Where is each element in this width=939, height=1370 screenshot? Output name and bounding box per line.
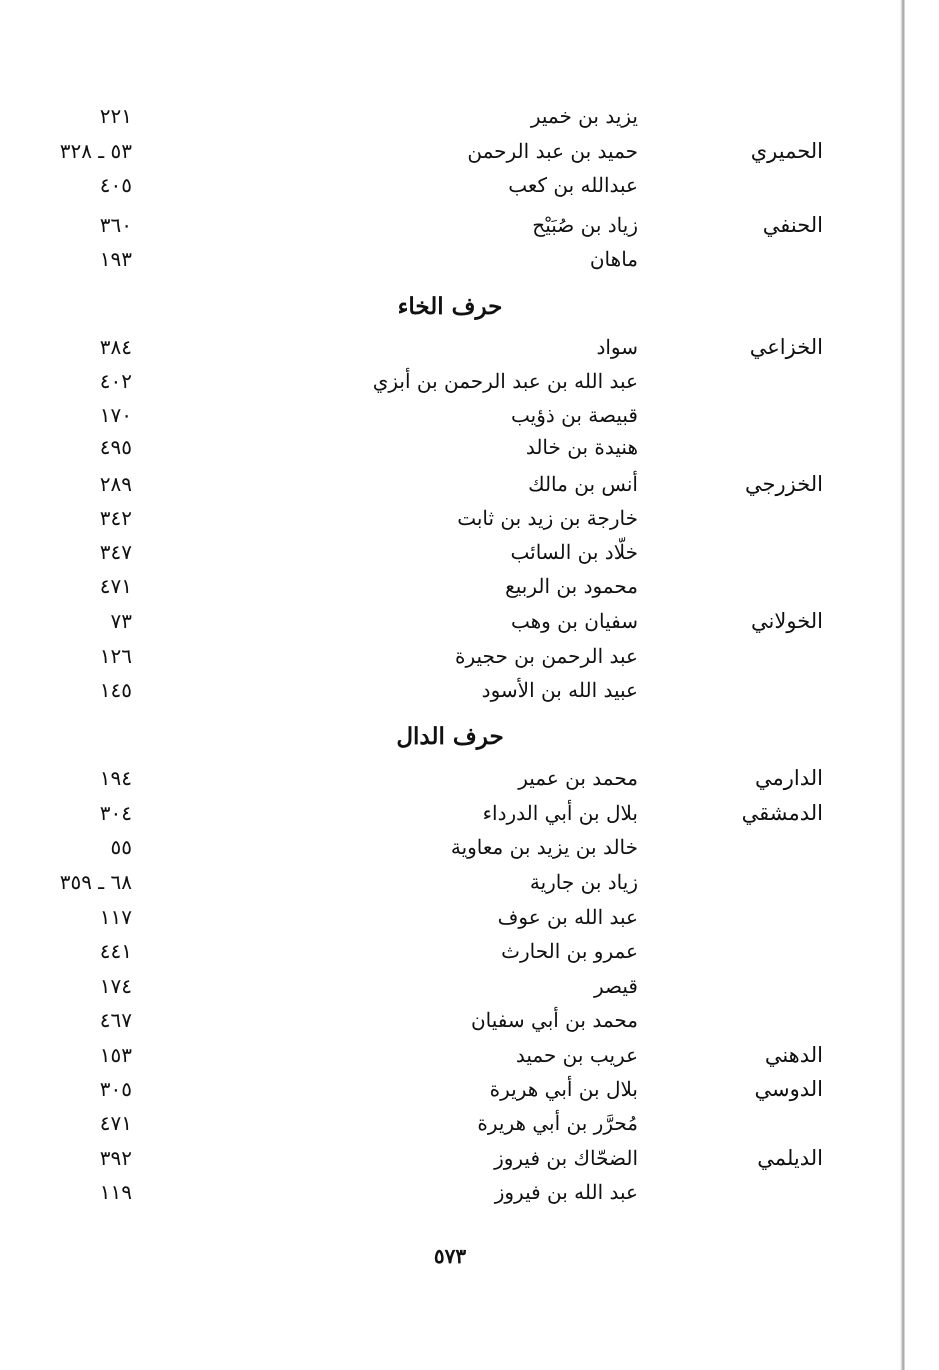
index-entry (0, 101, 939, 131)
index-entry (0, 971, 939, 1001)
entry-nisba: الخزاعي (749, 335, 823, 359)
index-entry (0, 606, 939, 636)
index-entry (0, 366, 939, 396)
entry-pages: ٤٤١ (99, 939, 132, 963)
entry-pages: ٢٢١ (99, 104, 132, 128)
entry-pages: ٤٧١ (99, 574, 132, 598)
index-entry (0, 1074, 939, 1104)
entry-pages: ٣٠٤ (99, 801, 132, 825)
index-entry (0, 902, 939, 932)
entry-pages: ١٤٥ (99, 678, 132, 702)
index-entry (0, 332, 939, 362)
entry-nisba: الديلمي (757, 1146, 823, 1170)
entry-name: محمود بن الربيع (505, 574, 638, 598)
entry-name: هنيدة بن خالد (525, 435, 638, 459)
entry-pages: ٤٠٥ (99, 173, 132, 197)
entry-pages: ١٩٤ (99, 766, 132, 790)
entry-nisba: الدارمي (755, 766, 823, 790)
entry-nisba: الدهني (764, 1043, 823, 1067)
entry-name: زياد بن صُبَيْح (532, 213, 638, 237)
entry-name: الضحّاك بن فيروز (494, 1146, 638, 1170)
entry-pages: ٤٧١ (99, 1111, 132, 1135)
entry-pages: ٣٠٥ (99, 1077, 132, 1101)
section-heading: حرف الخاء (397, 293, 503, 320)
entry-pages: ٤٩٥ (99, 435, 132, 459)
entry-pages: ١٧٠ (99, 403, 132, 427)
index-entry (0, 867, 939, 897)
entry-pages: ٤٠٢ (99, 369, 132, 393)
index-entry (0, 1177, 939, 1207)
entry-pages: ٧٣ (110, 609, 132, 633)
index-entry (0, 641, 939, 671)
entry-nisba: الدمشقي (741, 801, 823, 825)
index-entry (0, 1143, 939, 1173)
index-entry (0, 210, 939, 240)
entry-name: محمد بن أبي سفيان (470, 1008, 638, 1032)
entry-name: خارجة بن زيد بن ثابت (457, 506, 638, 530)
entry-pages: ٤٦٧ (99, 1008, 132, 1032)
entry-name: عمرو بن الحارث (501, 939, 638, 963)
entry-name: قبيصة بن ذؤيب (511, 403, 638, 427)
index-entry (0, 798, 939, 828)
entry-name: عبد الله بن عبد الرحمن بن أبزي (372, 369, 638, 393)
entry-name: عبد الله بن عوف (497, 905, 638, 929)
entry-nisba: الدوسي (754, 1077, 823, 1101)
index-entry (0, 244, 939, 274)
entry-name: ماهان (589, 247, 638, 271)
entry-pages: ١٩٣ (99, 247, 132, 271)
index-entry (0, 1108, 939, 1138)
entry-pages: ١٧٤ (99, 974, 132, 998)
entry-name: قيصر (594, 974, 638, 998)
entry-nisba: الخولاني (751, 609, 823, 633)
entry-pages: ١١٧ (99, 905, 132, 929)
entry-name: خلّاد بن السائب (510, 540, 638, 564)
index-entry (0, 1040, 939, 1070)
index-entry (0, 763, 939, 793)
index-entry (0, 136, 939, 166)
index-entry (0, 537, 939, 567)
entry-pages: ٥٣ ـ ٣٢٨ (59, 139, 132, 163)
index-entry (0, 400, 939, 430)
entry-name: عبد الله بن فيروز (494, 1180, 638, 1204)
entry-name: زياد بن جارية (529, 870, 638, 894)
entry-pages: ٣٦٠ (99, 213, 132, 237)
entry-name: يزيد بن خمير (530, 104, 638, 128)
entry-pages: ٣٩٢ (99, 1146, 132, 1170)
entry-name: عبيد الله بن الأسود (481, 678, 638, 702)
index-entry (0, 936, 939, 966)
entry-pages: ٦٨ ـ ٣٥٩ (59, 870, 132, 894)
index-entry (0, 432, 939, 462)
entry-nisba: الحنفي (762, 213, 823, 237)
index-entry (0, 832, 939, 862)
entry-name: سواد (596, 335, 638, 359)
entry-name: بلال بن أبي هريرة (489, 1077, 638, 1101)
index-entry (0, 1005, 939, 1035)
entry-name: أنس بن مالك (528, 472, 638, 496)
entry-pages: ٣٨٤ (99, 335, 132, 359)
index-entry (0, 571, 939, 601)
entry-pages: ٣٤٢ (99, 506, 132, 530)
entry-pages: ٥٥ (110, 835, 132, 859)
entry-name: عريب بن حميد (515, 1043, 638, 1067)
entry-pages: ٢٨٩ (99, 472, 132, 496)
entry-pages: ١٥٣ (99, 1043, 132, 1067)
entry-name: محمد بن عمير (518, 766, 638, 790)
entry-nisba: الحميري (750, 139, 823, 163)
entry-name: سفيان بن وهب (510, 609, 638, 633)
entry-name: عبدالله بن كعب (508, 173, 638, 197)
entry-pages: ٣٤٧ (99, 540, 132, 564)
entry-name: خالد بن يزيد بن معاوية (450, 835, 638, 859)
page-number: ٥٧٣ (433, 1244, 467, 1268)
section-heading: حرف الدال (396, 723, 504, 750)
index-entry (0, 469, 939, 499)
index-entry (0, 503, 939, 533)
index-entry (0, 675, 939, 705)
entry-pages: ١٢٦ (99, 644, 132, 668)
entry-pages: ١١٩ (99, 1180, 132, 1204)
entry-nisba: الخزرجي (744, 472, 823, 496)
index-entry (0, 170, 939, 200)
entry-name: بلال بن أبي الدرداء (482, 801, 638, 825)
entry-name: عبد الرحمن بن حجيرة (455, 644, 638, 668)
entry-name: حميد بن عبد الرحمن (467, 139, 638, 163)
entry-name: مُحرَّر بن أبي هريرة (477, 1111, 638, 1135)
